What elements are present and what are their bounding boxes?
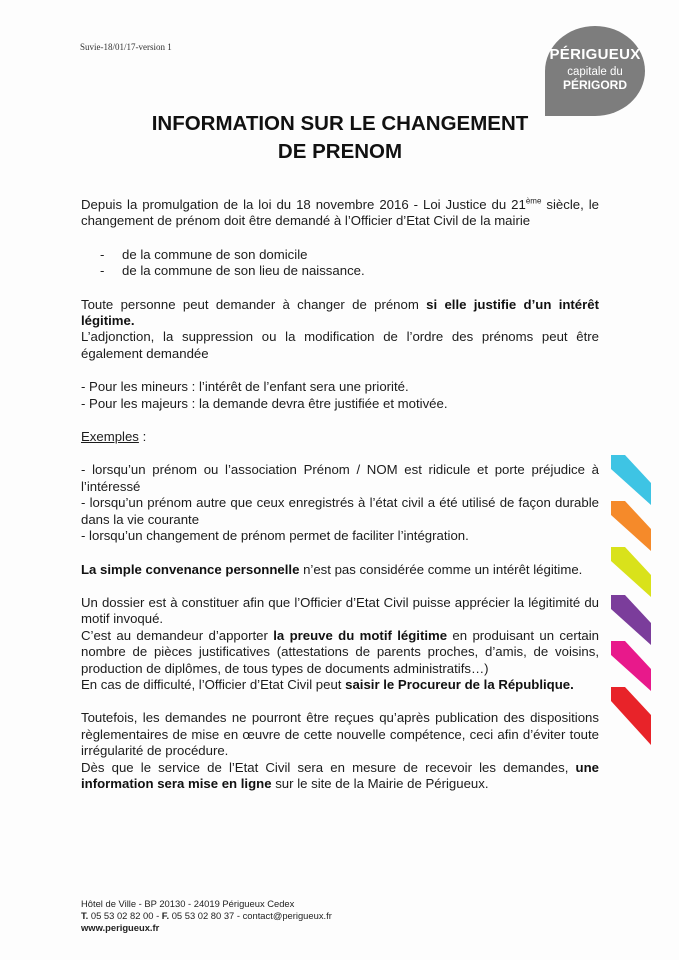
title-line-2: DE PRENOM bbox=[277, 140, 403, 163]
eligibility-bold: si elle justifie d’un intérêt légitime. bbox=[81, 296, 599, 329]
tel-label: T. bbox=[81, 910, 89, 921]
perigueux-logo bbox=[545, 26, 645, 116]
examples-label: Exemples bbox=[81, 429, 139, 445]
proof-paragraph bbox=[81, 628, 599, 677]
footer-address: Hôtel de Ville - BP 20130 - 24019 Périgueux Cedex bbox=[81, 898, 295, 909]
online-paragraph bbox=[81, 760, 599, 793]
online-text-c: sur le site de la Mairie de Périgueux. bbox=[271, 775, 489, 791]
prosecutor-paragraph bbox=[81, 677, 599, 693]
proof-text-c: en produisant un certain nombre de pièces justificatives (attestations de parents proches, d’amis, de voisins, production de diplômes, de tous types de documents administratifs…) bbox=[81, 627, 599, 676]
example-item: - lorsqu’un changement de prénom permet de faciliter l’intégration. bbox=[81, 528, 469, 544]
stripe-red bbox=[611, 687, 651, 745]
convenience-bold: La simple convenance personnelle bbox=[81, 561, 300, 577]
decorative-stripes bbox=[611, 455, 651, 755]
logo-city: PÉRIGUEUX bbox=[549, 46, 641, 63]
logo-region: PÉRIGORD bbox=[562, 78, 627, 92]
footer-address-block bbox=[81, 898, 332, 934]
page-title bbox=[80, 110, 600, 166]
footer-website-link[interactable]: www.perigueux.fr bbox=[81, 922, 160, 933]
examples-colon: : bbox=[138, 429, 147, 445]
logo-tagline: capitale du bbox=[567, 66, 623, 78]
document-body bbox=[81, 197, 599, 792]
eligibility-text: Toute personne peut demander à changer de prénom bbox=[81, 296, 427, 312]
intro-text-b: siècle, le changement de prénom doit être demandé à l’Officier d’Etat Civil de la mairie bbox=[81, 197, 599, 229]
proof-bold: la preuve du motif légitime bbox=[273, 627, 448, 643]
minors-line: - Pour les mineurs : l’intérêt de l’enfant sera une priorité. bbox=[81, 379, 409, 395]
prosecutor-text: En cas de difficulté, l’Officier d’Etat Civil peut bbox=[81, 676, 346, 692]
footer-contact bbox=[81, 910, 332, 922]
example-item: - lorsqu’un prénom autre que ceux enregistrés à l’état civil a été utilisé de façon durable dans la vie courante bbox=[81, 495, 599, 527]
dossier-paragraph: Un dossier est à constituer afin que l’Officier d’Etat Civil puisse apprécier la légitimité du motif invoqué. bbox=[81, 594, 599, 627]
stripe-purple bbox=[611, 595, 651, 645]
online-bold: une information sera mise en ligne bbox=[81, 759, 599, 791]
fax-and-email: 05 53 02 80 37 - contact@perigueux.fr bbox=[169, 910, 332, 921]
modification-paragraph: L’adjonction, la suppression ou la modification de l’ordre des prénoms peut être également demandée bbox=[81, 329, 599, 361]
online-text-a: Dès que le service de l’Etat Civil sera en mesure de recevoir les demandes, bbox=[81, 759, 576, 775]
convenience-text: n’est pas considérée comme un intérêt légitime. bbox=[299, 561, 583, 577]
intro-paragraph bbox=[81, 197, 599, 230]
fax-label: F. bbox=[161, 910, 170, 921]
examples-heading bbox=[81, 429, 599, 445]
proof-text-a: C’est au demandeur d’apporter bbox=[81, 627, 274, 643]
eligibility-paragraph bbox=[81, 297, 599, 330]
commune-list bbox=[81, 247, 599, 280]
adults-line: - Pour les majeurs : la demande devra être justifiée et motivée. bbox=[81, 395, 448, 411]
version-note: Suvie-18/01/17-version 1 bbox=[80, 42, 172, 52]
list-item: - de la commune de son domicile bbox=[81, 247, 599, 263]
title-line-1: INFORMATION SUR LE CHANGEMENT bbox=[151, 112, 529, 135]
list-item: - de la commune de son lieu de naissance. bbox=[81, 263, 599, 279]
example-item: - lorsqu’un prénom ou l’association Prénom / NOM est ridicule et porte préjudice à l’intéressé bbox=[81, 462, 599, 494]
tel-number: 05 53 02 82 00 - bbox=[88, 910, 162, 921]
prosecutor-bold: saisir le Procureur de la République. bbox=[345, 676, 574, 692]
stripe-pink bbox=[611, 641, 651, 691]
stripe-yellow bbox=[611, 547, 651, 597]
intro-superscript: ème bbox=[525, 196, 542, 206]
stripe-cyan bbox=[611, 455, 651, 505]
publication-paragraph: Toutefois, les demandes ne pourront être reçues qu’après publication des dispositions règlementaires de mise en œuvre de cette nouvelle compétence, ceci afin d’éviter toute irrégularité de procédure. bbox=[81, 710, 599, 759]
intro-text-a: Depuis la promulgation de la loi du 18 novembre 2016 - Loi Justice du 21 bbox=[81, 197, 526, 212]
stripe-orange bbox=[611, 501, 651, 551]
convenience-paragraph bbox=[81, 562, 599, 578]
